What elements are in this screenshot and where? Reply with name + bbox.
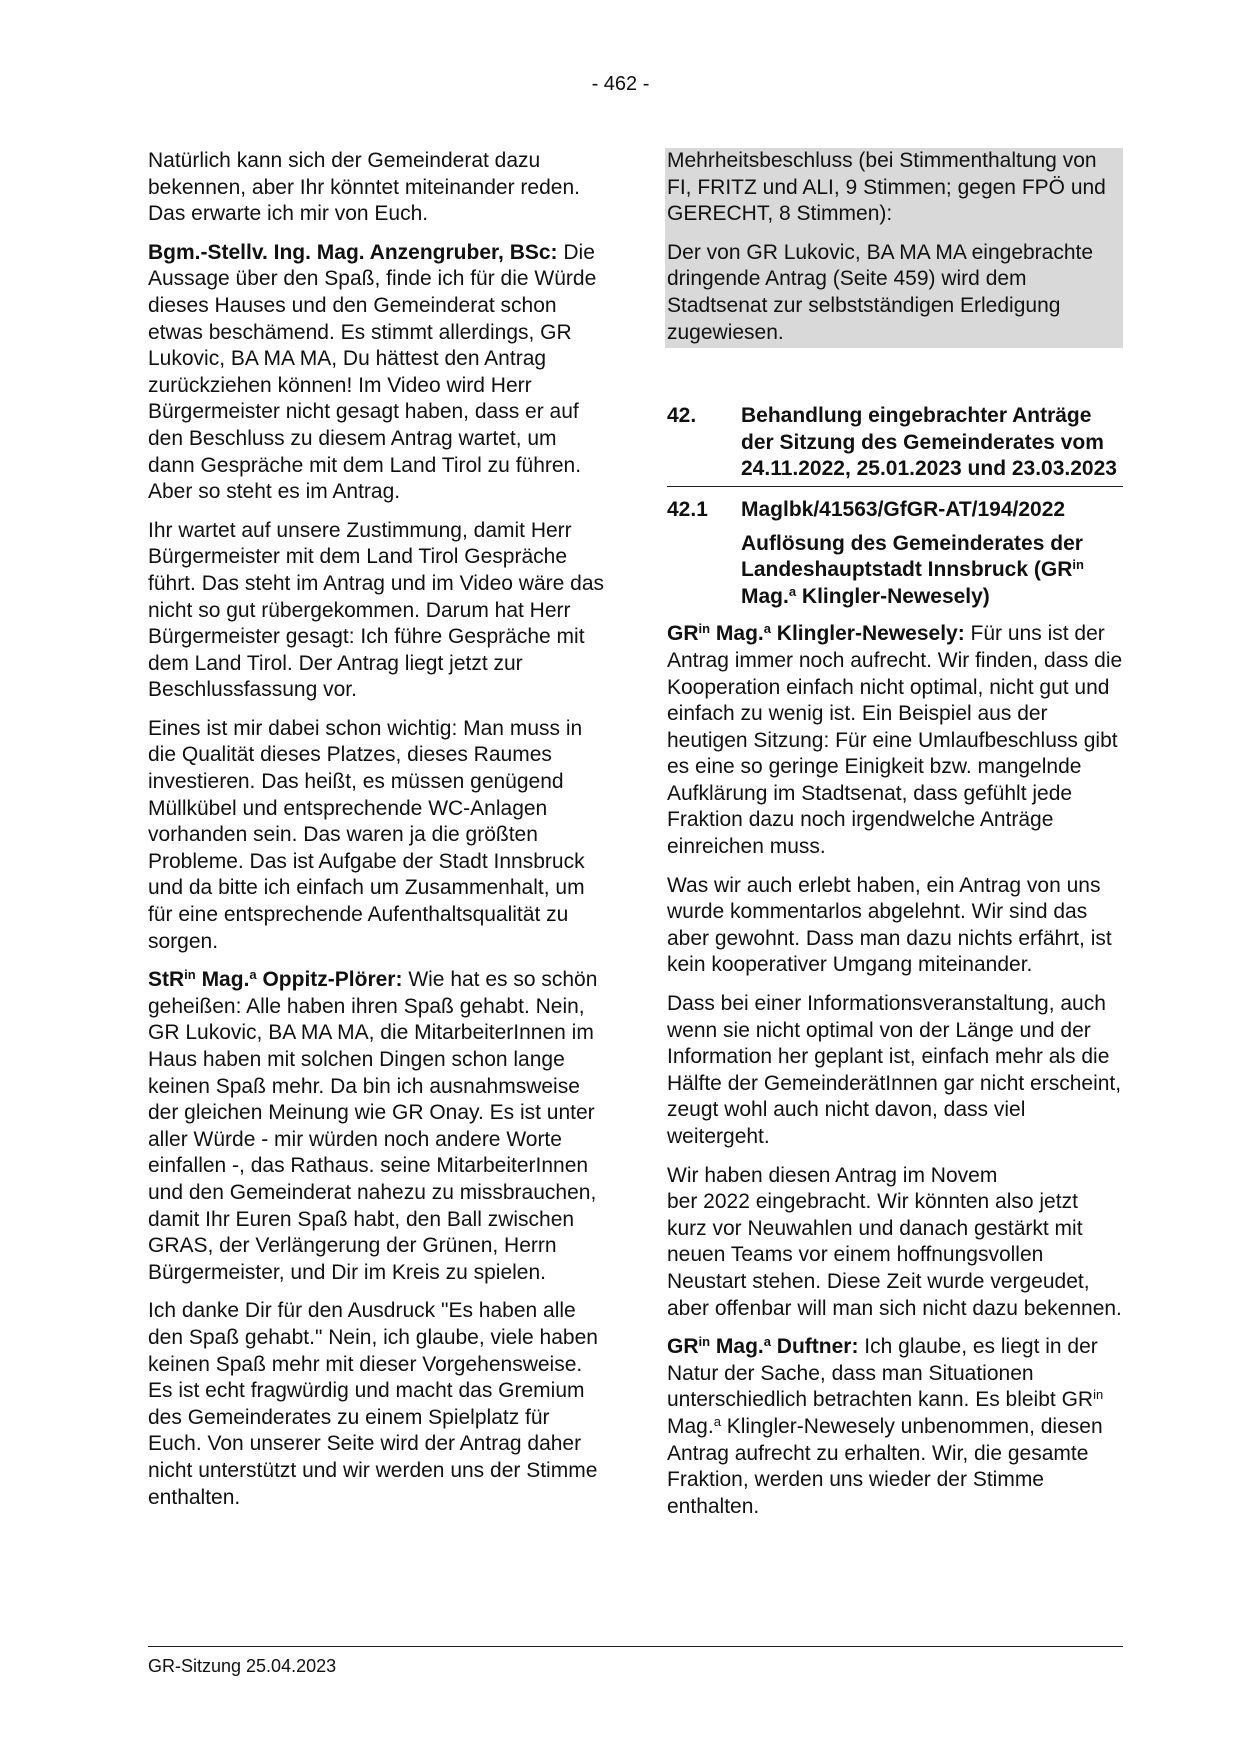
- footer-session-date: GR-Sitzung 25.04.2023: [148, 1656, 337, 1676]
- speech-duftner: [667, 1334, 1123, 1520]
- speech-klingler-newesely: [667, 621, 1123, 860]
- footer-divider: [148, 1646, 1123, 1647]
- paragraph: Dass bei einer Informationsveranstaltung, auch wenn sie nicht optimal von der Länge und der Information her geplant ist, einfach mehr als die Hälfte der GemeinderätInnen gar nicht erscheint, zeugt wohl auch nicht davon, dass viel weitergeht.: [667, 992, 1122, 1148]
- resolution-votes: Mehrheitsbeschluss (bei Stimmenthaltung von FI, FRITZ und ALI, 9 Stimmen; gegen FPÖ und GERECHT, 8 Stimmen):: [667, 149, 1106, 226]
- resolution-text: Der von GR Lukovic, BA MA MA eingebrachte dringende Antrag (Seite 459) wird dem Stadtsenat zur selbstständigen Erledigung zugewiesen.: [667, 240, 1094, 344]
- right-column: [667, 148, 1123, 1532]
- speech-text: Ich glaube, es liegt in der Natur der Sache, dass man Situationen unterschiedlich betrachten kann. Es bleibt $GR^{in}$ Mag.$^a$ Klingler-Newesely unbenommen, diesen Antrag aufrecht zu erhalten. Wir, die gesamte Fraktion, werden uns wieder der Stimme enthalten.: [667, 1335, 1104, 1518]
- paragraph: Wir haben diesen Antrag im Novem ber 2022 eingebracht. Wir könnten also jetzt kurz vor Neuwahlen und danach gestärkt mit neuen Teams vor einem hoffnungsvollen Neustart stehen. Diese Zeit wurde vergeudet, aber offenbar will man sich nicht dazu bekennen.: [667, 1163, 1122, 1320]
- agenda-subitem-heading: [667, 497, 1123, 524]
- speaker-name: $GR^{in}$ Mag.$^a$ Klingler-Newesely:: [667, 621, 965, 646]
- agenda-subitem-reference: Maglbk/41563/GfGR-AT/194/2022: [741, 497, 1066, 521]
- paragraph: Was wir auch erlebt haben, ein Antrag von uns wurde kommentarlos abgelehnt. Wir sind das aber gewohnt. Dass man dazu nichts erfährt, ist kein kooperativer Umgang miteinander.: [667, 873, 1112, 977]
- agenda-subitem-number: 42.1: [667, 497, 708, 521]
- speech-text: Für uns ist der Antrag immer noch aufrecht. Wir finden, dass die Kooperation einfach nicht optimal, nicht gut und einfach zu wenig ist. Ein Beispiel aus der heutigen Sitzung: Für eine Umlaufbeschluss gibt es eine so geringe Einigkeit bzw. mangelnde Aufklärung im Stadtsenat, dass gefühlt jede Fraktion dazu noch irgendwelche Anträge einreichen muss.: [667, 622, 1123, 859]
- speaker-name: StR$^{in}$ Mag.$^a$ Oppitz-Plörer:: [148, 967, 403, 992]
- speaker-name: Bgm.-Stellv. Ing. Mag. Anzengruber, BSc:: [148, 240, 558, 264]
- left-column: [148, 148, 606, 1523]
- agenda-item-heading: [667, 403, 1123, 487]
- agenda-subitem-title-row: [667, 531, 1123, 611]
- paragraph: Eines ist mir dabei schon wichtig: Man muss in die Qualität dieses Platzes, dieses Raumes investieren. Das heißt, es müssen genügend Müllkübel und entsprechende WC-Anlagen vorhanden sein. Das waren ja die größten Probleme. Das ist Aufgabe der Stadt Innsbruck und da bitte ich einfach um Zusammenhalt, um für eine entsprechende Aufenthaltsqualität zu sorgen.: [148, 716, 585, 953]
- paragraph: Ihr wartet auf unsere Zustimmung, damit Herr Bürgermeister mit dem Land Tirol Gespräche führt. Das steht im Antrag und im Video wäre das nicht so gut rübergekommen. Darum hat Herr Bürgermeister gesagt: Ich führe Gespräche mit dem Land Tirol. Der Antrag liegt jetzt zur Beschlussfassung vor.: [148, 518, 605, 702]
- paragraph: Natürlich kann sich der Gemeinderat dazu bekennen, aber Ihr könntet miteinander reden. Das erwarte ich mir von Euch.: [148, 149, 580, 226]
- paragraph: Ich danke Dir für den Ausdruck "Es haben alle den Spaß gehabt." Nein, ich glaube, viele haben keinen Spaß mehr mit dieser Vorgehensweise. Es ist echt fragwürdig und macht das Gremium des Gemeinderates zu einem Spielplatz für Euch. Von unserer Seite wird der Antrag daher nicht unterstützt und wir werden uns der Stimme enthalten.: [148, 1299, 598, 1509]
- speech-text: Wie hat es so schön geheißen: Alle haben ihren Spaß gehabt. Nein, GR Lukovic, BA MA MA, die MitarbeiterInnen im Haus haben mit solchen Dingen schon lange keinen Spaß mehr. Da bin ich ausnahmsweise der gleichen Meinung wie GR Onay. Es ist unter aller Würde - mir würden noch andere Worte einfallen -, das Rathaus. seine MitarbeiterInnen und den Gemeinderat nahezu zu missbrauchen, damit Ihr Euren Spaß habt, den Ball zwischen GRAS, der Verlängerung der Grünen, Herrn Bürgermeister, und Dir im Kreis zu spielen.: [148, 968, 598, 1284]
- agenda-subitem-title: Auflösung des Gemeinderates der Landeshauptstadt Innsbruck ($GR^{in}$ Mag.$^a$ Klingler-Newesely): [741, 531, 1084, 608]
- speech-oppitz-ploerer: [148, 967, 606, 1286]
- page-number: - 462 -: [591, 73, 650, 95]
- speaker-name: $GR^{in}$ Mag.$^a$ Duftner:: [667, 1334, 859, 1359]
- agenda-item-title: Behandlung eingebrachter Anträge der Sitzung des Gemeinderates vom 24.11.2022, 25.01.2023 und 23.03.2023: [741, 404, 1117, 481]
- resolution-box: [665, 148, 1123, 348]
- agenda-item-number: 42.: [667, 404, 697, 428]
- speech-text: Die Aussage über den Spaß, finde ich für die Würde dieses Hauses und den Gemeinderat schon etwas beschämend. Es stimmt allerdings, GR Lukovic, BA MA MA, Du hättest den Antrag zurückziehen können! Im Video wird Herr Bürgermeister nicht gesagt haben, dass er auf den Beschluss zu diesem Antrag wartet, um dann Gespräche mit dem Land Tirol zu führen. Aber so steht es im Antrag.: [148, 240, 597, 504]
- speech-anzengruber: [148, 240, 606, 506]
